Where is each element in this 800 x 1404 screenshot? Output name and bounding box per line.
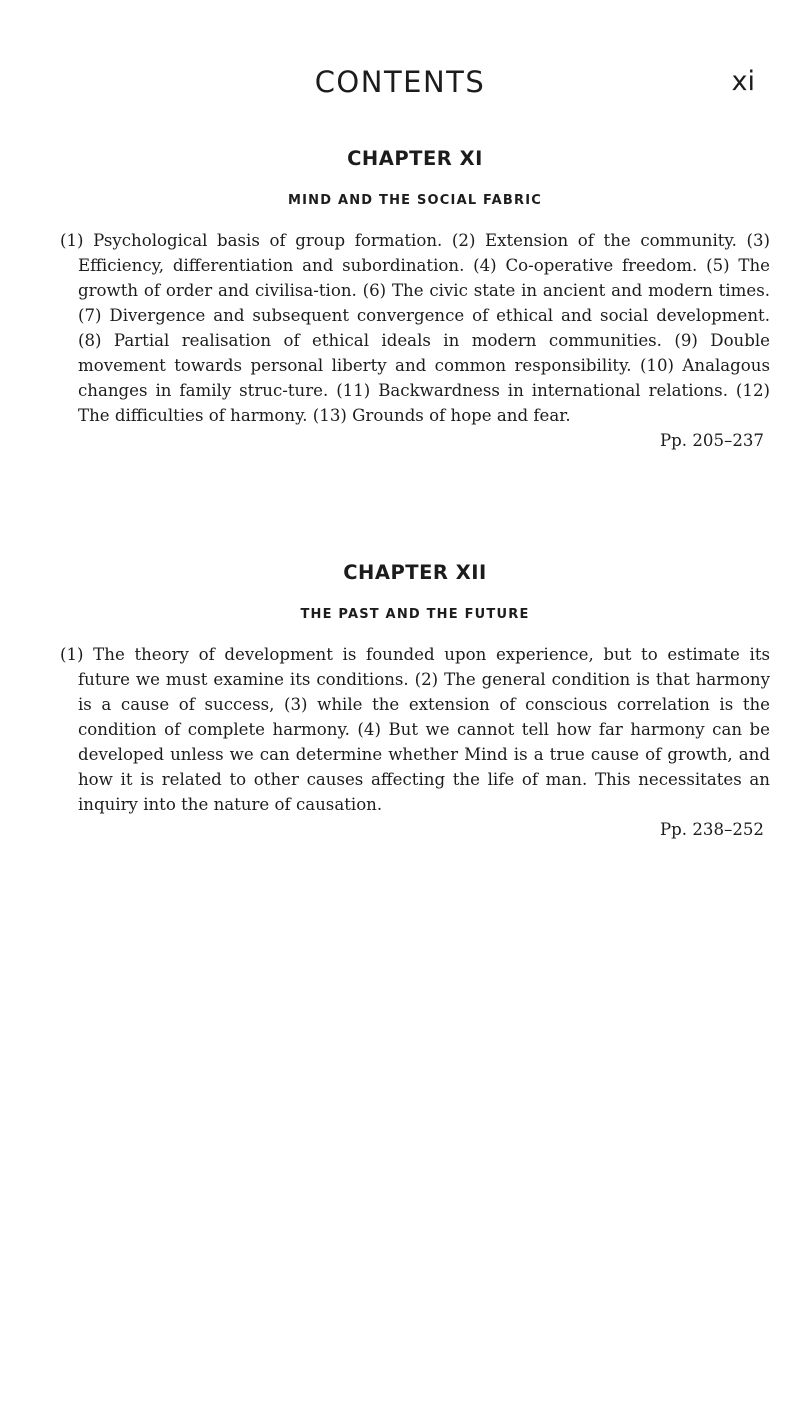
running-title: CONTENTS (314, 65, 486, 99)
running-head (0, 64, 800, 100)
chapter-subtitle: THE PAST AND THE FUTURE (300, 607, 530, 622)
chapter-xi-entry (60, 146, 770, 453)
chapter-summary: (1) The theory of development is founded upon experience, but to estimate its future we must examine its conditions. (2) The general condition is that harmony is a cause of success, (3) while the extension of conscious correlation is the condition of complete harmony. (4) But we cannot tell how far harmony can be developed unless we can determine whether Mind is a true cause of growth, and how it is related to other causes affecting the life of man. This necessitates an inquiry into the nature of causation. (60, 645, 770, 814)
chapter-summary: (1) Psychological basis of group formation. (2) Extension of the community. (3) Efficiency, differentiation and subordination. (4) Co-operative freedom. (5) The growth of order and civilisa-tion. (6) The civic state in ancient and modern times. (7) Divergence and subsequent convergence of ethical and social development. (8) Partial realisation of ethical ideals in modern communities. (9) Double movement towards personal liberty and common responsibility. (10) Analagous changes in family struc-ture. (11) Backwardness in international relations. (12) The difficulties of harmony. (13) Grounds of hope and fear. (60, 231, 770, 425)
page-range: Pp. 238–252 (660, 820, 764, 839)
page-number: xi (731, 66, 755, 97)
chapter-xii-entry (60, 560, 770, 842)
page-range: Pp. 205–237 (660, 431, 764, 450)
chapter-title: CHAPTER XII (343, 561, 487, 584)
chapter-subtitle: MIND AND THE SOCIAL FABRIC (288, 193, 542, 208)
chapter-title: CHAPTER XI (347, 147, 483, 170)
